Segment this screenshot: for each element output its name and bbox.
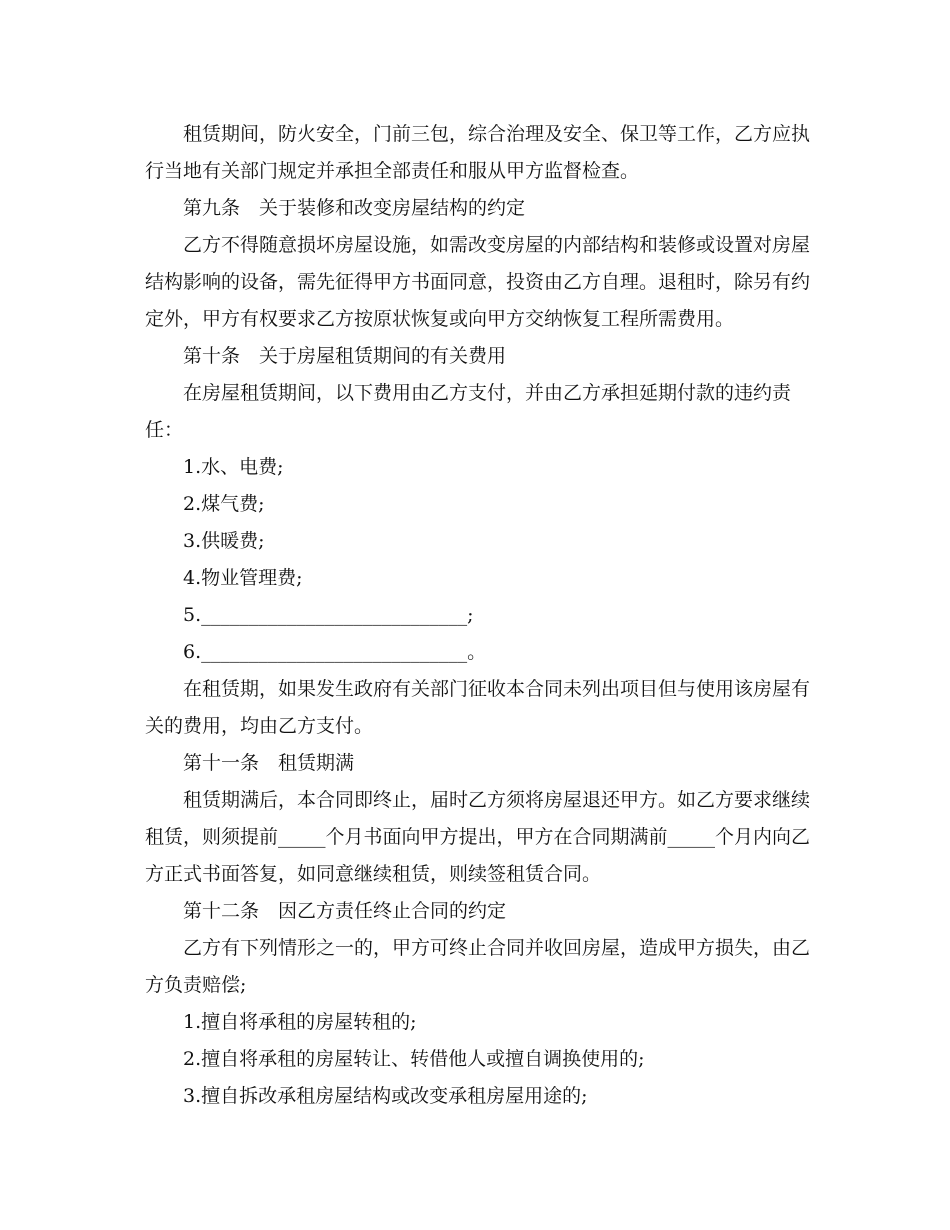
text-line: 6.____________________________。 [183, 641, 487, 663]
text-line: 3.供暖费; [183, 530, 265, 552]
text-line: 租赁期满后，本合同即终止，届时乙方须将房屋退还甲方。如乙方要求继续 [183, 789, 811, 811]
text-line: 定外，甲方有权要求乙方按原状恢复或向甲方交纳恢复工程所需费用。 [145, 308, 735, 330]
text-line: 结构影响的设备，需先征得甲方书面同意，投资由乙方自理。退租时，除另有约 [145, 271, 811, 293]
text-line: 第十一条 租赁期满 [183, 752, 355, 774]
text-line: 1.水、电费; [183, 456, 284, 478]
text-line: 1.擅自将承租的房屋转租的; [183, 1011, 417, 1033]
text-line: 乙方不得随意损坏房屋设施，如需改变房屋的内部结构和装修或设置对房屋 [183, 234, 811, 256]
text-line: 第九条 关于装修和改变房屋结构的约定 [183, 197, 526, 219]
text-line: 3.擅自拆改承租房屋结构或改变承租房屋用途的; [183, 1085, 588, 1107]
text-line: 方正式书面答复，如同意继续租赁，则续签租赁合同。 [145, 863, 602, 885]
text-line: 4.物业管理费; [183, 567, 303, 589]
text-line: 第十条 关于房屋租赁期间的有关费用 [183, 345, 507, 367]
text-line: 5.____________________________; [183, 604, 474, 626]
text-line: 任： [145, 419, 184, 441]
document-page [145, 116, 811, 1115]
text-line: 在房屋租赁期间，以下费用由乙方支付，并由乙方承担延期付款的违约责 [183, 382, 792, 404]
text-line: 2.擅自将承租的房屋转让、转借他人或擅自调换使用的; [183, 1048, 645, 1070]
text-line: 乙方有下列情形之一的，甲方可终止合同并收回房屋，造成甲方损失，由乙 [183, 937, 811, 959]
text-line: 关的费用，均由乙方支付。 [145, 715, 374, 737]
text-line: 方负责赔偿; [145, 974, 247, 996]
text-line: 行当地有关部门规定并承担全部责任和服从甲方监督检查。 [145, 160, 640, 182]
text-line: 租赁期间，防火安全，门前三包，综合治理及安全、保卫等工作，乙方应执 [183, 123, 811, 145]
text-line: 第十二条 因乙方责任终止合同的约定 [183, 900, 507, 922]
text-line: 2.煤气费; [183, 493, 265, 515]
text-line: 在租赁期，如果发生政府有关部门征收本合同未列出项目但与使用该房屋有 [183, 678, 811, 700]
text-line: 租赁，则须提前_____个月书面向甲方提出，甲方在合同期满前_____个月内向乙 [145, 826, 811, 848]
